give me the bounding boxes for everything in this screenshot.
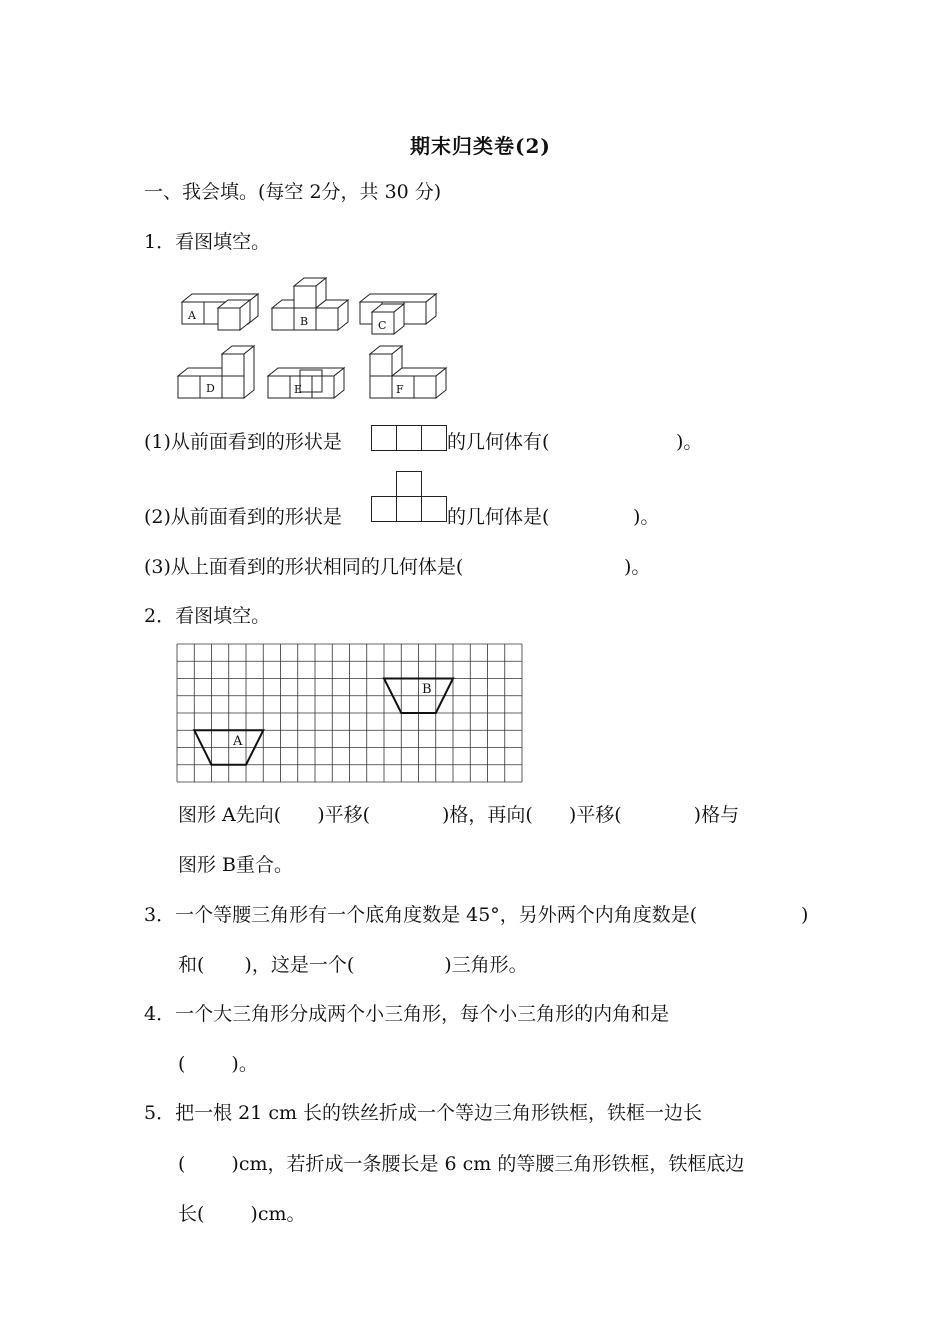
q4-text-1: (: [178, 1053, 186, 1075]
q1-sub3-close: )。: [624, 556, 651, 578]
q1-heading: 1．看图填空。: [144, 231, 271, 253]
q1-sub2-suffix: 的几何体是(: [447, 506, 550, 528]
trapezoid-b-label: B: [422, 682, 432, 697]
solid-f: [370, 346, 446, 398]
solids-figure: [174, 272, 464, 402]
q4-line1: 4．一个大三角形分成两个小三角形，每个小三角形的内角和是: [144, 1003, 670, 1025]
solid-b: [272, 278, 348, 330]
page-title: 期末归类卷(2): [410, 134, 551, 158]
q5-text-3: 长(: [178, 1203, 205, 1225]
label-f: F: [396, 383, 404, 396]
q1-sub1-suffix: 的几何体有(: [447, 431, 550, 453]
q1-sub3: (3)从上面看到的形状相同的几何体是(: [144, 556, 464, 578]
q2-text-2: )平移(: [317, 804, 371, 826]
q3-line1-close: ): [801, 904, 809, 926]
q2-text-1: 图形 A先向(: [178, 804, 282, 826]
q2-heading: 2．看图填空。: [144, 605, 271, 627]
q5-text-4: )cm。: [250, 1203, 306, 1225]
q5-line2: [178, 1152, 744, 1176]
trapezoid-a-label: A: [233, 734, 243, 749]
q3-line2: [178, 953, 528, 977]
q2-line1: [178, 803, 739, 827]
q3-text-1: 和(: [178, 954, 205, 976]
q1-sub1: [144, 430, 342, 454]
answer-blank-q3-1[interactable]: [756, 903, 800, 927]
q4-line2: [178, 1052, 258, 1076]
q4-text-2: )。: [231, 1053, 258, 1075]
q1-sub1-close: )。: [676, 431, 703, 453]
solid-d: [178, 346, 254, 398]
q5-line1: 5．把一根 21 cm 长的铁丝折成一个等边三角形铁框，铁框一边长: [144, 1102, 703, 1124]
label-c: C: [378, 319, 387, 332]
q2-text-3: )格，再向(: [442, 804, 533, 826]
q2-text-4: )平移(: [568, 804, 622, 826]
q3-text-3: )三角形。: [444, 954, 528, 976]
section-heading: 一、我会填。(每空 2分，共 30 分): [144, 181, 442, 203]
answer-blank-q1-3[interactable]: [511, 555, 623, 579]
label-b: B: [300, 315, 309, 328]
grid-figure: [177, 644, 523, 782]
answer-blank-q1-2[interactable]: [563, 505, 633, 529]
q1-sub1-prefix: (1)从前面看到的形状是: [144, 431, 342, 453]
label-d: D: [206, 382, 215, 395]
q3-text-2: )，这是一个(: [244, 954, 355, 976]
q1-sub2-close: )。: [633, 506, 660, 528]
q5-line3: [178, 1202, 306, 1226]
label-a: A: [188, 309, 196, 322]
shape-three-squares: [371, 425, 447, 451]
solid-c: [360, 294, 436, 334]
label-e: E: [294, 383, 303, 396]
q2-line2: 图形 B重合。: [178, 854, 294, 876]
shape-t-squares: [371, 471, 447, 523]
q1-sub2: (2)从前面看到的形状是: [144, 506, 342, 528]
q2-text-5: )格与: [693, 804, 740, 826]
solid-e: [268, 368, 344, 398]
answer-blank-q1-1[interactable]: [563, 430, 675, 454]
q5-text-2: )cm，若折成一条腰长是 6 cm 的等腰三角形铁框，铁框底边: [231, 1153, 745, 1175]
q5-text-1: (: [178, 1153, 186, 1175]
q3-line1: 3．一个等腰三角形有一个底角度数是 45°，另外两个内角度数是(: [144, 904, 698, 926]
